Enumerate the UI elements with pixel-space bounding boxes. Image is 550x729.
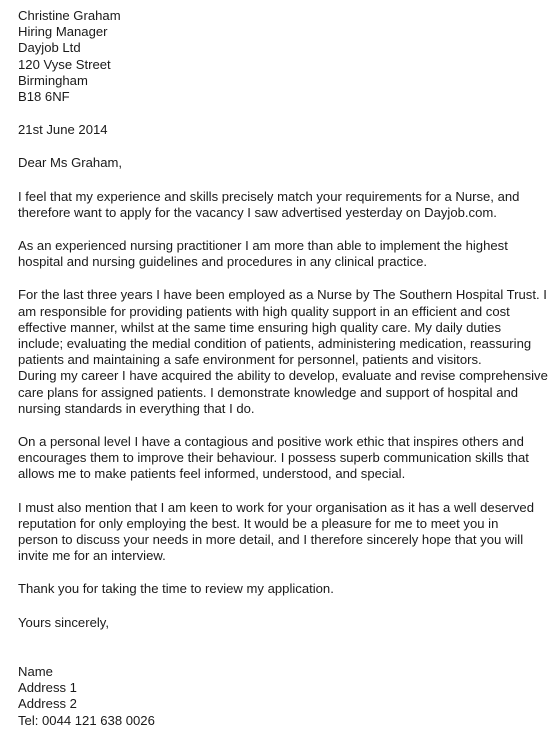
paragraph-line: therefore want to apply for the vacancy I saw advertised yesterday on Dayjob.com. bbox=[18, 204, 497, 220]
paragraph-thanks bbox=[18, 581, 540, 597]
recipient-company: Dayjob Ltd bbox=[18, 40, 81, 56]
paragraph-line: On a personal level I have a contagious and positive work ethic that inspires others and bbox=[18, 434, 524, 450]
paragraph-line: hospital and nursing guidelines and procedures in any clinical practice. bbox=[18, 254, 428, 270]
paragraph-interview-request bbox=[18, 500, 540, 565]
letter-date: 21st June 2014 bbox=[18, 122, 108, 138]
recipient-title: Hiring Manager bbox=[18, 24, 108, 40]
closing: Yours sincerely, bbox=[18, 614, 109, 630]
paragraph-line: reputation for only employing the best. It would be a pleasure for me to meet you in bbox=[18, 515, 499, 531]
paragraph-line: During my career I have acquired the ability to develop, evaluate and revise comprehensive bbox=[18, 368, 548, 384]
recipient-postcode: B18 6NF bbox=[18, 89, 70, 105]
sender-telephone: Tel: 0044 121 638 0026 bbox=[18, 712, 155, 728]
paragraph-line: For the last three years I have been employed as a Nurse by The Southern Hospital Trust. I bbox=[18, 287, 547, 303]
paragraph-personal bbox=[18, 434, 540, 483]
paragraph-intro bbox=[18, 189, 540, 221]
salutation: Dear Ms Graham, bbox=[18, 155, 123, 171]
paragraph-line: care plans for assigned patients. I demonstrate knowledge and support of hospital and bbox=[18, 384, 519, 400]
paragraph-line: effective manner, whilst at the same time ensuring high quality care. My daily duties bbox=[18, 319, 502, 335]
sender-address-2: Address 2 bbox=[18, 696, 77, 712]
paragraph-employment bbox=[18, 287, 548, 417]
paragraph-line: allows me to make patients feel informed, understood, and special. bbox=[18, 466, 406, 482]
paragraph-line: I feel that my experience and skills precisely match your requirements for a Nurse, and bbox=[18, 188, 520, 204]
paragraph-line: I must also mention that I am keen to work for your organisation as it has a well deserved bbox=[18, 499, 535, 515]
paragraph-line: patients and maintaining a safe environment for personnel, patients and visitors. bbox=[18, 352, 482, 368]
recipient-name: Christine Graham bbox=[18, 8, 121, 23]
sender-details bbox=[18, 664, 540, 729]
paragraph-line: nursing standards in everything that I do. bbox=[18, 400, 255, 416]
sender-address-1: Address 1 bbox=[18, 680, 77, 696]
recipient-city: Birmingham bbox=[18, 72, 88, 88]
paragraph-line: encourages them to improve their behaviour. I possess superb communication skills that bbox=[18, 450, 529, 466]
paragraph-experience-summary bbox=[18, 238, 540, 270]
paragraph-line: invite me for an interview. bbox=[18, 548, 166, 564]
paragraph-line: As an experienced nursing practitioner I am more than able to implement the highest bbox=[18, 238, 508, 254]
paragraph-line: person to discuss your needs in more detail, and I therefore sincerely hope that you will bbox=[18, 532, 524, 548]
sender-name: Name bbox=[18, 663, 53, 679]
paragraph-line: Thank you for taking the time to review my application. bbox=[18, 581, 334, 597]
paragraph-line: am responsible for providing patients with high quality support in an efficient and cost bbox=[18, 303, 510, 319]
recipient-street: 120 Vyse Street bbox=[18, 56, 111, 72]
recipient-address bbox=[18, 8, 540, 105]
cover-letter bbox=[18, 8, 548, 729]
paragraph-line: include; evaluating the medial condition of patients, administering medication, reassuring bbox=[18, 336, 532, 352]
